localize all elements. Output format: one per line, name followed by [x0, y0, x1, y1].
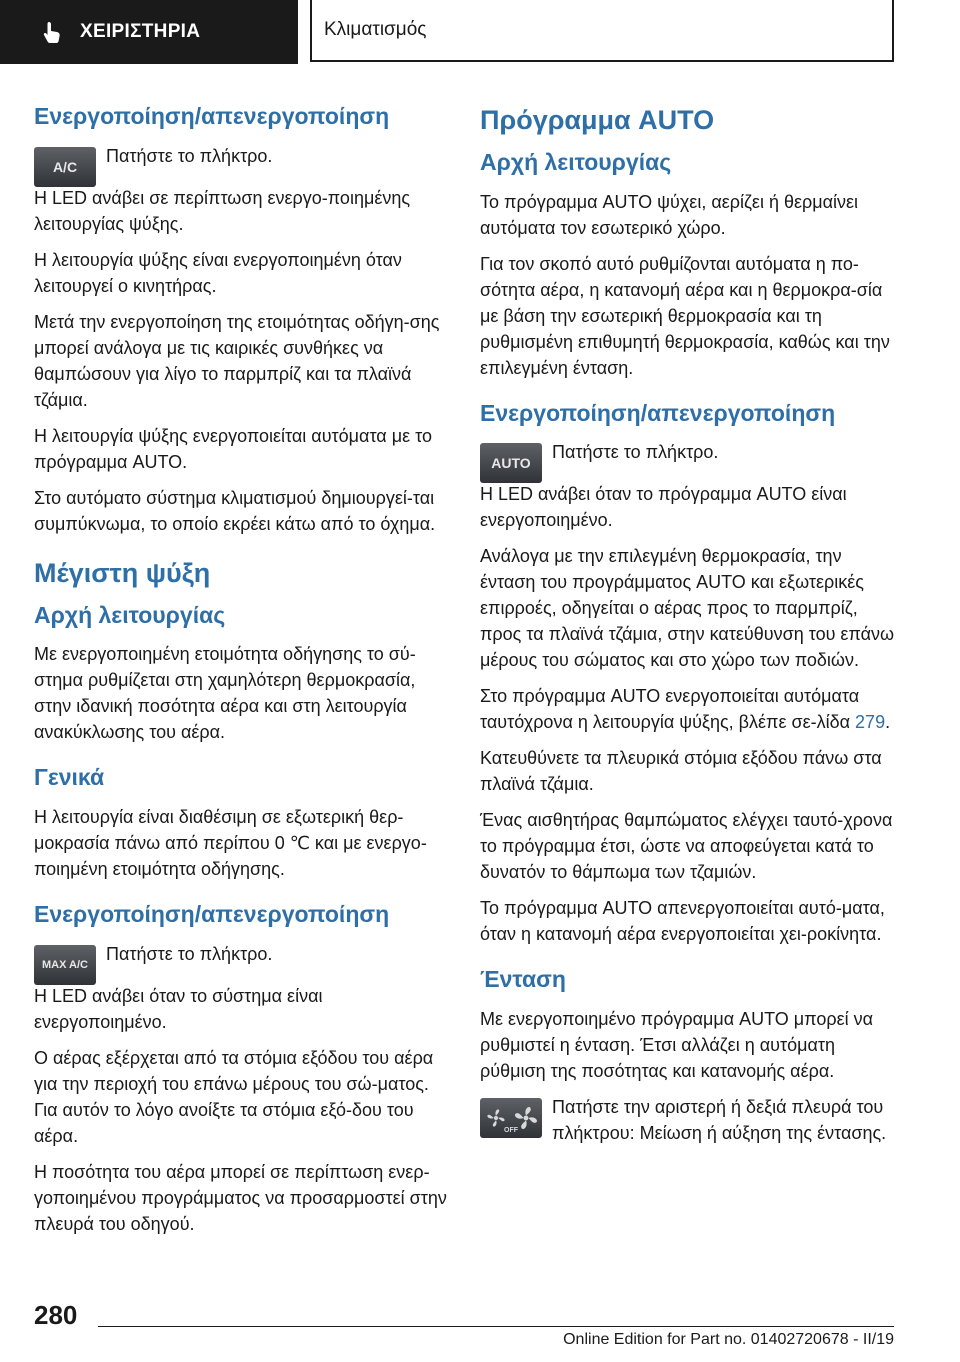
paragraph: Η ποσότητα του αέρα μπορεί σε περίπτωση ενερ‐γοποιημένου προγράμματος να προσαρμοστεί στην πλευρά του οδηγού. — [34, 1161, 447, 1234]
section-title: ΧΕΙΡΙΣΤΗΡΙΑ — [80, 21, 201, 42]
ac-button-icon: A/C — [34, 147, 96, 187]
max-ac-instruction: Πατήστε το πλήκτρο. — [106, 943, 273, 964]
max-ac-led-text: Η LED ανάβει όταν το σύστημα είναι ενεργοποιημένο. — [34, 985, 323, 1032]
auto-instruction: Πατήστε το πλήκτρο. — [552, 442, 719, 463]
auto-button-icon: AUTO — [480, 443, 542, 483]
page-number: 280 — [34, 1300, 78, 1330]
paragraph: Μετά την ενεργοποίηση της ετοιμότητας οδήγη‐σης μπορεί ανάλογα με τις καιρικές συνθήκες να θαμπώσουν για λίγο το παρμπρίζ και τα πλαϊνά τζάμια. — [34, 311, 440, 410]
chapter-title: Κλιματισμός — [324, 19, 427, 40]
ac-button-block — [34, 143, 454, 187]
left-column — [34, 96, 454, 1247]
paragraph: Ένας αισθητήρας θαμπώματος ελέγχει ταυτό‐χρονα το πρόγραμμα έτσι, ώστε να αποφεύγεται κατά το δυνατόν το θάμπωμα των τζαμιών. — [480, 810, 893, 883]
heading-principle: Αρχή λειτουργίας — [480, 148, 672, 175]
paragraph: Με ενεργοποιημένη ετοιμότητα οδήγησης το σύ‐στημα ρυθμίζεται στη χαμηλότερη θερμοκρασία, στην ιδανική ποσότητα αέρα και στη λειτουργία ανακύκλωσης του αέρα. — [34, 644, 416, 743]
off-label: OFF — [504, 1127, 518, 1134]
paragraph: Ο αέρας εξέρχεται από τα στόμια εξόδου του αέρα για την περιοχή του επάνω μέρους του σώ‐ματος. Για αυτόν το λόγο ανοίξτε τα στόμια εξό‐δου του αέρα. — [34, 1047, 434, 1146]
auto-button-block — [480, 439, 900, 483]
paragraph: Κατευθύνετε τα πλευρικά στόμια εξόδου πάνω στα πλαϊνά τζάμια. — [480, 748, 882, 795]
auto-led-text: Η LED ανάβει όταν το πρόγραμμα AUTO είναι ενεργοποιημένο. — [480, 484, 847, 531]
right-column — [480, 96, 900, 1164]
max-ac-button-icon: MAX A/C — [34, 945, 96, 985]
heading-activate-max: Ενεργοποίηση/απενεργοποίηση — [34, 901, 390, 927]
intensity-instruction: Πατήστε την αριστερή ή δεξιά πλευρά του πλήκτρου: Μείωση ή αύξηση της έντασης. — [552, 1097, 887, 1143]
paragraph: Η λειτουργία ψύξης ενεργοποιείται αυτόματα με το πρόγραμμα AUTO. — [34, 425, 432, 472]
paragraph: Ανάλογα με την επιλεγμένη θερμοκρασία, την ένταση του προγράμματος AUTO και εξωτερικές επιρροές, οδηγείται ο αέρας προς το παρμπρίζ, προς τα πλαϊνά τζάμια, στην κατεύθυνση του επάνω μέρους του σώματος και στο χώρο των ποδιών. — [480, 546, 895, 671]
edition-text: Online Edition for Part no. 01402720678 - II/19 — [563, 1331, 894, 1348]
section-header — [0, 0, 298, 64]
paragraph-text: Στο πρόγραμμα AUTO ενεργοποιείται αυτόματα ταυτόχρονα η λειτουργία ψύξης, βλέπε σε‐λίδα — [480, 686, 860, 733]
heading-general: Γενικά — [34, 764, 105, 791]
heading-auto-program: Πρόγραμμα AUTO — [480, 105, 715, 135]
heading-activate-ac: Ενεργοποίηση/απενεργοποίηση — [34, 103, 390, 129]
ac-led-text: Η LED ανάβει σε περίπτωση ενεργο‐ποιημένης λειτουργίας ψύξης. — [34, 187, 411, 234]
max-ac-button-block — [34, 941, 454, 985]
paragraph: Για τον σκοπό αυτό ρυθμίζονται αυτόματα η πο‐σότητα αέρα, η κατανομή αέρα και η θερμοκρα‐σία με βάση την εσωτερική θερμοκρασία και τη ρυθμισμένη επιθυμητή θερμοκρασία, καθώς και την επιλεγμένη ένταση. — [480, 253, 890, 378]
heading-activate-auto: Ενεργοποίηση/απενεργοποίηση — [480, 399, 836, 426]
paragraph: Το πρόγραμμα AUTO ψύχει, αερίζει ή θερμαίνει αυτόματα τον εσωτερικό χώρο. — [480, 191, 859, 238]
hand-pointer-icon — [40, 19, 66, 45]
page-link[interactable]: 279 — [855, 712, 886, 733]
paragraph: Η λειτουργία είναι διαθέσιμη σε εξωτερική θερ‐μοκρασία πάνω από περίπου 0 ℃ και με ενεργο‐ποιημένη ετοιμότητα οδήγησης. — [34, 807, 427, 879]
heading-intensity: Ένταση — [480, 966, 566, 993]
paragraph: Στο αυτόματο σύστημα κλιματισμού δημιουργεί‐ται συμπύκνωμα, το οποίο εκρέει κάτω από το όχημα. — [34, 487, 436, 534]
chapter-header — [310, 0, 894, 62]
paragraph: Η λειτουργία ψύξης είναι ενεργοποιημένη όταν λειτουργεί ο κινητήρας. — [34, 249, 402, 296]
paragraph: Το πρόγραμμα AUTO απενεργοποιείται αυτό‐ματα, όταν η κατανομή αέρα ενεργοποιείται χει‐ροκίνητα. — [480, 898, 885, 945]
paragraph: Με ενεργοποιημένο πρόγραμμα AUTO μπορεί να ρυθμιστεί η ένταση. Έτσι αλλάζει η αυτόματη ρύθμιση της ποσότητας και κατανομής αέρα. — [480, 1009, 874, 1081]
fan-intensity-button-icon — [480, 1098, 542, 1138]
heading-principle: Αρχή λειτουργίας — [34, 601, 226, 628]
paragraph-with-link — [480, 683, 900, 735]
intensity-button-block — [480, 1094, 900, 1154]
paragraph-text-end: . — [885, 712, 891, 733]
footer-divider — [98, 1326, 894, 1327]
heading-max-cooling: Μέγιστη ψύξη — [34, 557, 211, 588]
ac-instruction: Πατήστε το πλήκτρο. — [106, 145, 273, 166]
